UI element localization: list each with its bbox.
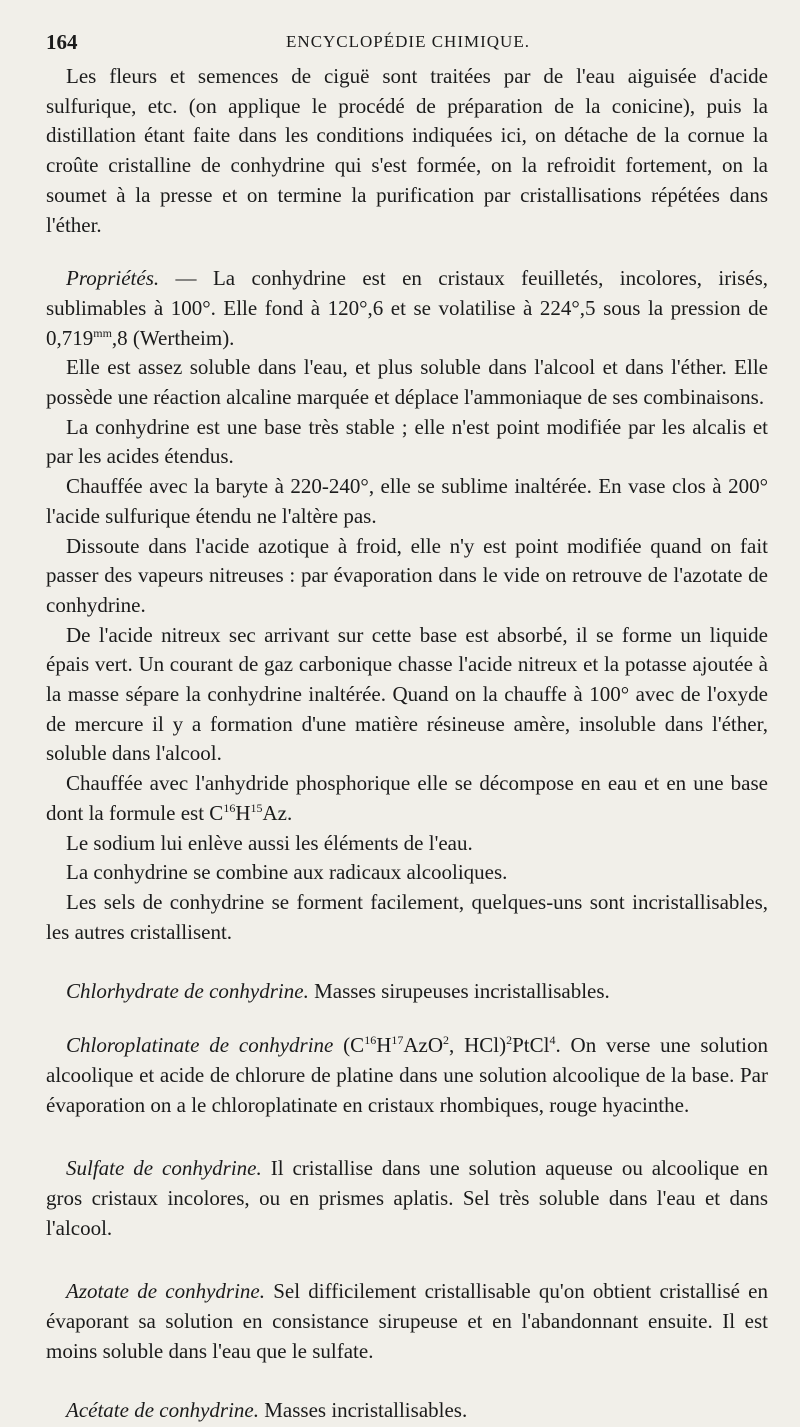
entry-acetate — [46, 1396, 768, 1426]
formula-sub: 16 — [223, 800, 236, 815]
entry-text: Il cristallise dans une solution aqueuse ou alcoolique en gros cristaux incolores, ou en prismes aplatis. Sel très soluble dans l'eau et dans l'alcool. — [46, 1156, 768, 1240]
entry-label: Azotate de conhydrine. — [66, 1279, 265, 1304]
formula-sub: 2 — [443, 1033, 450, 1048]
entry-label: Sulfate de conhydrine. — [66, 1156, 262, 1181]
entry-text: Masses sirupeuses incristallisables. — [308, 979, 610, 1004]
formula-part: H — [376, 1033, 392, 1058]
formula-sub: 4 — [549, 1033, 556, 1048]
proprietes-text-b: ,8 (Wertheim). — [111, 325, 235, 350]
paragraph-solubility: Elle est assez soluble dans l'eau, et plus soluble dans l'alcool et dans l'éther. Elle possède une réaction alcaline marquée et déplace l'ammoniaque de ses combinaisons. — [46, 355, 768, 410]
formula-part: , HCl) — [449, 1033, 507, 1058]
entry-text: . On verse une solution alcoolique et acide de chlorure de platine dans une solution alcoolique de la base. Par évaporation on a le chloroplatinate en cristaux rhombiques, rouge hyacinthe. — [46, 1033, 769, 1117]
page-body — [46, 62, 768, 1426]
entry-sulfate — [46, 1154, 768, 1243]
paragraph-baryte: Chauffée avec la baryte à 220-240°, elle se sublime inaltérée. En vase clos à 200° l'acide sulfurique étendu ne l'altère pas. — [46, 474, 768, 528]
entry-chlorhydrate — [46, 977, 768, 1007]
formula-sub: 17 — [391, 1033, 404, 1048]
formula-part: Az. — [262, 800, 293, 825]
unit-mm: mm — [93, 325, 112, 340]
page-number: 164 — [46, 30, 78, 54]
entry-text: Sel difficilement cristallisable qu'on obtient cristallisé en évaporant sa solution en consistance sirupeuse et en l'abandonnant ensuite. Il est moins soluble dans l'eau que le sulfate. — [46, 1279, 768, 1363]
entry-label: Chlorhydrate de conhydrine. — [66, 979, 309, 1004]
formula-part: (C — [333, 1033, 365, 1058]
entry-azotate — [46, 1277, 768, 1366]
entry-text: Masses incristallisables. — [259, 1398, 468, 1423]
paragraph-stability: La conhydrine est une base très stable ; elle n'est point modifiée par les alcalis et par les acides étendus. — [46, 414, 768, 469]
paragraph-sodium: Le sodium lui enlève aussi les éléments de l'eau. — [66, 830, 473, 855]
entry-label: Chloroplatinate de conhydrine — [66, 1033, 334, 1058]
paragraph-radicals: La conhydrine se combine aux radicaux alcooliques. — [66, 860, 508, 885]
paragraph-salts: Les sels de conhydrine se forment facilement, quelques-uns sont incristallisables, les autres cristallisent. — [46, 889, 768, 944]
paragraph-preparation: Les fleurs et semences de ciguë sont traitées par de l'eau aiguisée d'acide sulfurique, etc. (on applique le procédé de préparation de la conicine), puis la distillation étant faite dans les conditions indiquées ici, on détache de la cornue la croûte cristalline de conhydrine qui s'est formée, on la refroidit fortement, on la soumet à la presse et on termine la purification par cristallisations répétées dans l'éther. — [46, 64, 768, 237]
paragraph-azotic-acid: Dissoute dans l'acide azotique à froid, elle n'y est point modifiée quand on fait passer des vapeurs nitreuses : par évaporation dans le vide on retrouve de l'azotate de conhydrine. — [46, 533, 768, 617]
formula-part: PtCl — [512, 1033, 550, 1058]
proprietes-text-a: — La conhydrine est en cristaux feuilletés, incolores, irisés, sublimables à 100°. Elle fond à 120°,6 et se volatilise à 224°,5 sous la pression de 0,719 — [46, 266, 768, 350]
section-label-proprietes: Propriétés. — [66, 266, 160, 291]
formula-part: AzO — [403, 1033, 444, 1058]
paragraph-nitrous-acid: De l'acide nitreux sec arrivant sur cette base est absorbé, il se forme un liquide épais vert. Un courant de gaz carbonique chasse l'acide nitreux et la potasse ajoutée à la masse sépare la conhydrine inaltérée. Quand on la chauffe à 100° avec de l'oxyde de mercure il y a formation d'une matière résineuse amère, insoluble dans l'éther, soluble dans l'alcool. — [46, 622, 768, 766]
formula-part: H — [235, 800, 251, 825]
running-title: ENCYCLOPÉDIE CHIMIQUE. — [286, 32, 530, 51]
entry-chloroplatinate — [46, 1031, 768, 1120]
formula-sub: 2 — [506, 1033, 513, 1048]
formula-sub: 16 — [364, 1033, 377, 1048]
page-header — [46, 30, 770, 58]
formula-sub: 15 — [250, 800, 263, 815]
phosphoric-text: Chauffée avec l'anhydride phosphorique elle se décompose en eau et en une base dont la formule est C — [46, 771, 768, 825]
paragraph-phosphoric — [46, 769, 768, 828]
paragraph-proprietes — [46, 264, 768, 353]
entry-label: Acétate de conhydrine. — [66, 1398, 259, 1423]
